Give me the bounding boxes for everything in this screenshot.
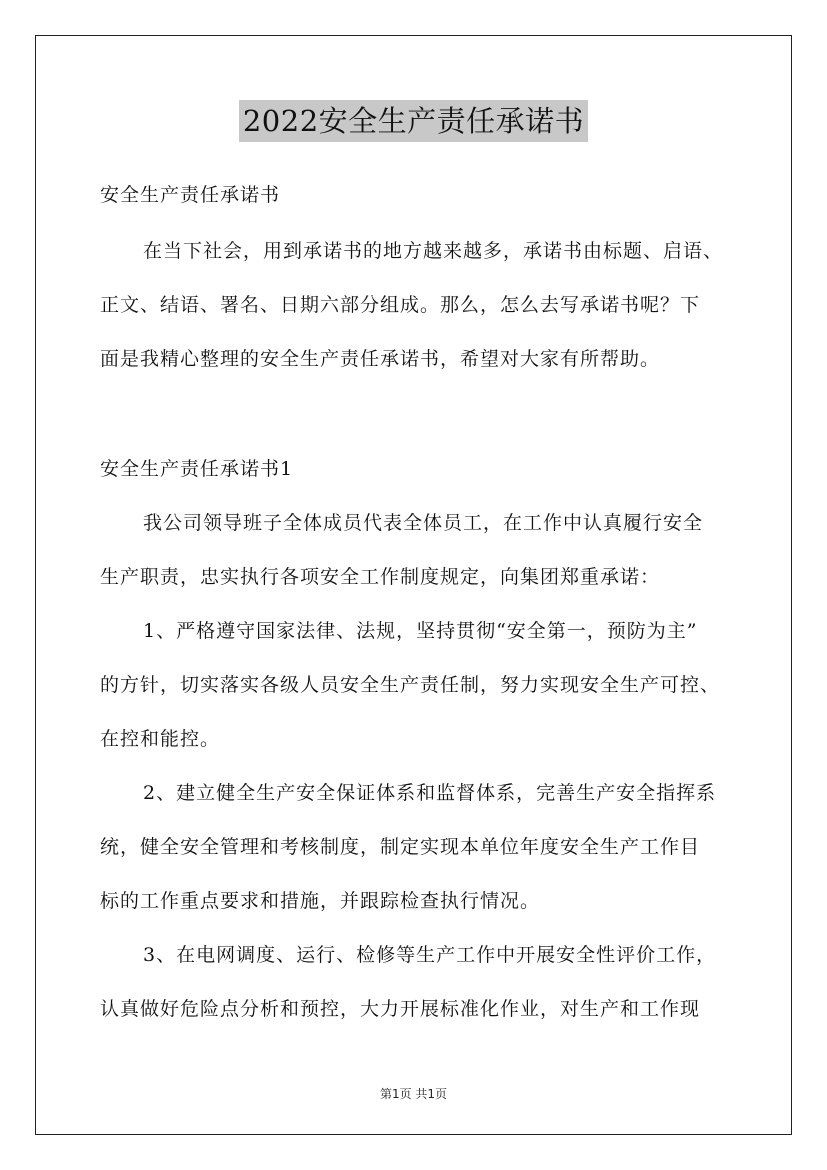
page-footer: 第1页 共1页 <box>379 1087 448 1101</box>
paragraph-line: 在控和能控。 <box>100 728 221 750</box>
paragraph-line: 正文、结语、署名、日期六部分组成。那么，怎么去写承诺书呢？下 <box>100 294 701 316</box>
paragraph-line: 认真做好危险点分析和预控，大力开展标准化作业，对生产和工作现 <box>100 998 701 1020</box>
paragraph-line: 我公司领导班子全体成员代表全体员工，在工作中认真履行安全 <box>143 512 704 534</box>
title-container <box>0 100 827 142</box>
paragraph-line: 的方针，切实落实各级人员安全生产责任制，努力实现安全生产可控、 <box>100 674 721 696</box>
paragraph-line: 3、在电网调度、运行、检修等生产工作中开展安全性评价工作， <box>143 944 717 966</box>
paragraph-line: 面是我精心整理的安全生产责任承诺书，希望对大家有所帮助。 <box>100 348 661 370</box>
paragraph-line: 2、建立健全生产安全保证体系和监督体系，完善生产安全指挥系 <box>143 782 717 804</box>
paragraph-line: 在当下社会，用到承诺书的地方越来越多，承诺书由标题、启语、 <box>143 240 724 262</box>
paragraph-line: 1、严格遵守国家法律、法规，坚持贯彻“安全第一，预防为主” <box>143 620 698 642</box>
document-title: 2022安全生产责任承诺书 <box>239 100 588 142</box>
subtitle-line: 安全生产责任承诺书 <box>100 184 281 206</box>
paragraph-line: 标的工作重点要求和措施，并跟踪检查执行情况。 <box>100 890 541 912</box>
paragraph-line: 生产职责，忠实执行各项安全工作制度规定，向集团郑重承诺： <box>100 566 661 588</box>
section-heading: 安全生产责任承诺书1 <box>100 458 294 480</box>
paragraph-line: 统，健全安全管理和考核制度，制定实现本单位年度安全生产工作目 <box>100 836 701 858</box>
